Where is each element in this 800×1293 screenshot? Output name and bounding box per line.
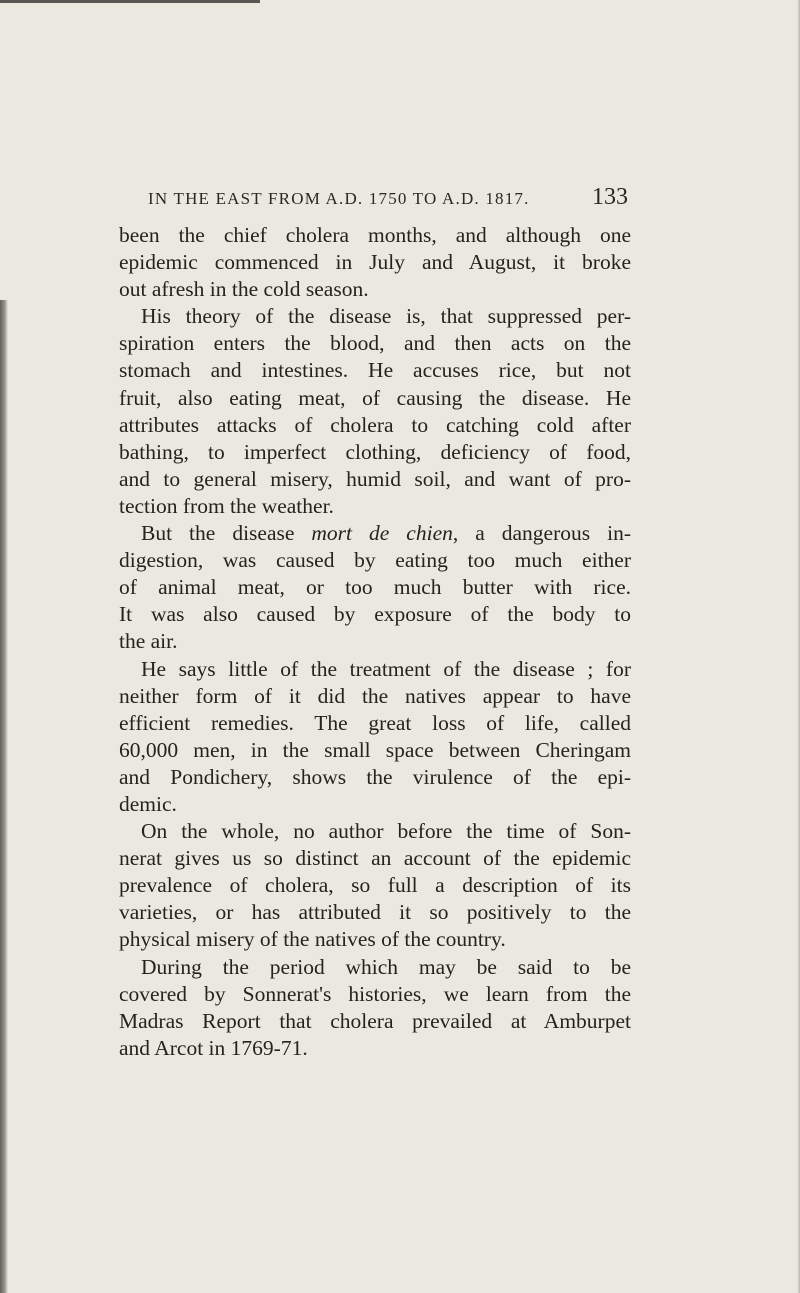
text-line: out afresh in the cold season. xyxy=(119,277,369,302)
italic-phrase: mort de chien xyxy=(311,521,453,546)
text-line: 60,000 men, in the small space between Cheringam xyxy=(119,737,631,762)
text-line: the air. xyxy=(119,629,178,654)
text-line: efficient remedies. The great loss of life, called xyxy=(119,710,631,735)
page-top-edge xyxy=(0,0,260,3)
paragraph xyxy=(119,954,631,1062)
page-number: 133 xyxy=(592,184,628,210)
body-text xyxy=(119,222,631,1062)
text-line: It was also caused by exposure of the body to xyxy=(119,602,631,627)
text-line: digestion, was caused by eating too much either xyxy=(119,548,631,573)
text-line: spiration enters the blood, and then acts on the xyxy=(119,331,631,356)
running-head-title: IN THE EAST FROM A.D. 1750 TO A.D. 1817. xyxy=(148,189,530,208)
text-line: and Arcot in 1769-71. xyxy=(119,1035,308,1060)
paragraph xyxy=(119,818,631,953)
text-line: attributes attacks of cholera to catching cold after xyxy=(119,412,631,437)
text-line: On the whole, no author before the time of Son- xyxy=(141,819,631,844)
text-line: varieties, or has attributed it so positively to the xyxy=(119,900,631,925)
text-line: been the chief cholera months, and although one xyxy=(119,223,631,247)
text-line: bathing, to imperfect clothing, deficiency of food, xyxy=(119,439,631,464)
text-line: and Pondichery, shows the virulence of the epi- xyxy=(119,764,631,789)
text-line: neither form of it did the natives appear to have xyxy=(119,683,631,708)
text-line: fruit, also eating meat, of causing the disease. He xyxy=(119,385,631,410)
paragraph xyxy=(119,520,631,655)
text-run: , a dangerous in- xyxy=(452,521,631,546)
text-line: His theory of the disease is, that suppressed per- xyxy=(141,304,631,329)
text-line: epidemic commenced in July and August, it broke xyxy=(119,250,631,275)
paragraph xyxy=(119,303,631,520)
paragraph xyxy=(119,656,631,819)
text-line xyxy=(119,520,631,547)
running-head xyxy=(148,184,628,211)
text-run: But the disease xyxy=(141,521,312,546)
paragraph xyxy=(119,222,631,303)
text-line: demic. xyxy=(119,791,177,816)
text-line: tection from the weather. xyxy=(119,493,334,518)
binding-shadow xyxy=(0,300,8,1293)
text-line: stomach and intestines. He accuses rice, but not xyxy=(119,358,631,383)
text-line: covered by Sonnerat's histories, we learn from the xyxy=(119,981,631,1006)
text-line: prevalence of cholera, so full a description of its xyxy=(119,873,631,898)
text-line: of animal meat, or too much butter with rice. xyxy=(119,575,631,600)
text-line: Madras Report that cholera prevailed at Amburpet xyxy=(119,1008,631,1033)
text-line: physical misery of the natives of the country. xyxy=(119,927,506,952)
text-line: He says little of the treatment of the disease ; for xyxy=(141,656,631,681)
text-line: and to general misery, humid soil, and want of pro- xyxy=(119,466,631,491)
text-line: nerat gives us so distinct an account of the epidemic xyxy=(119,846,631,871)
text-line: During the period which may be said to be xyxy=(141,954,631,979)
